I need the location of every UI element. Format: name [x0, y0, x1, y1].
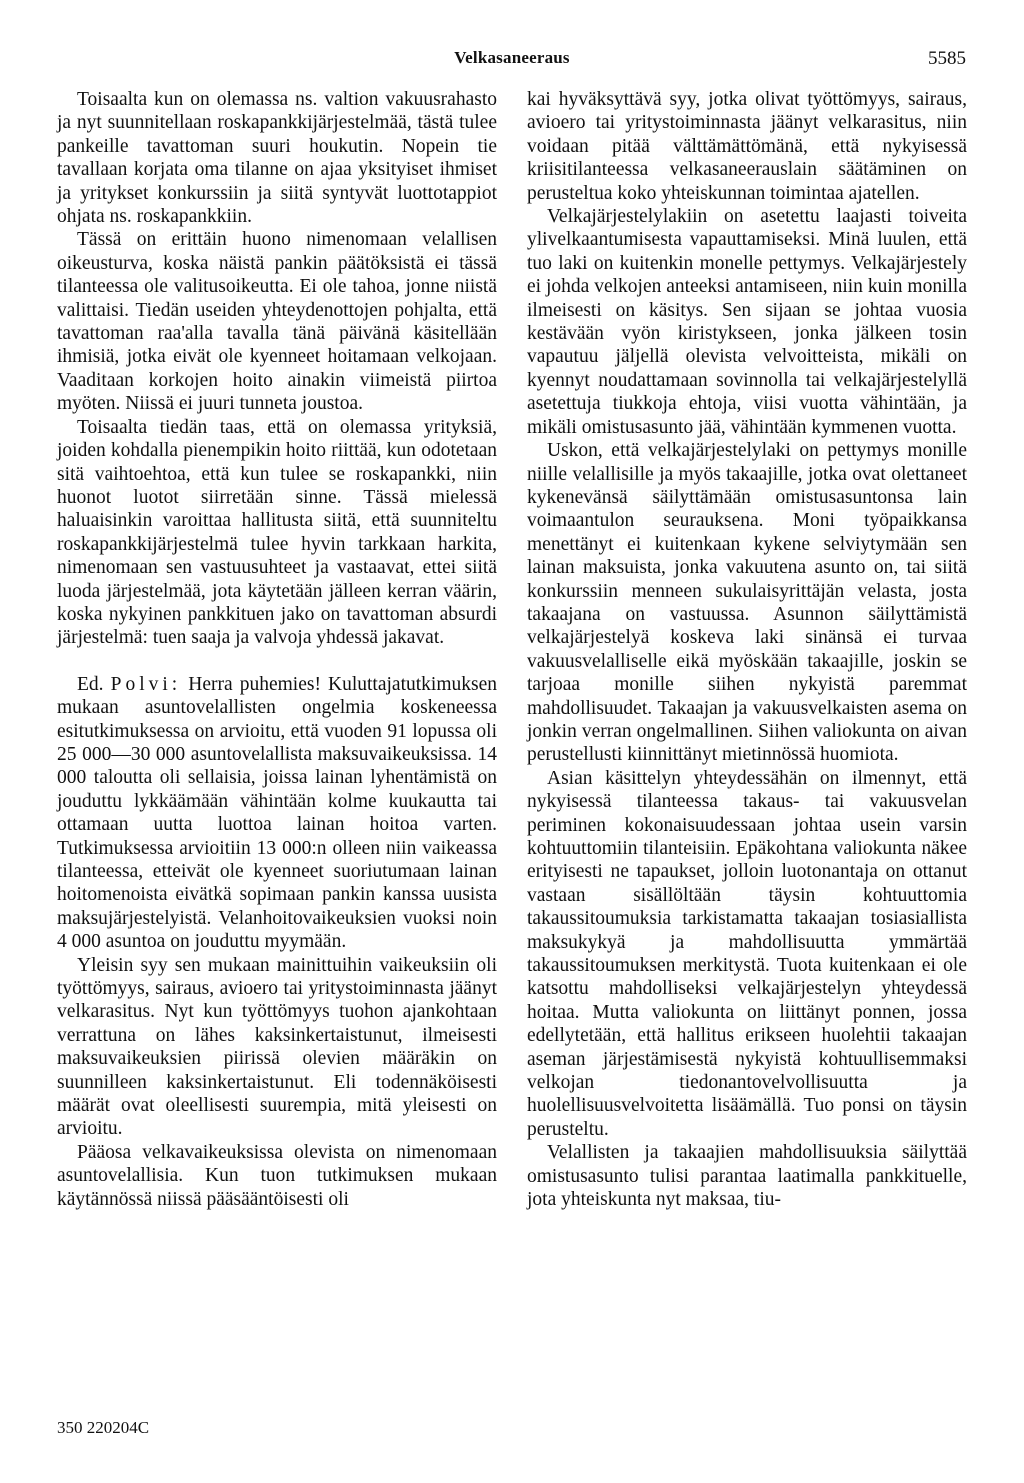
paragraph: Velkajärjestelylakiin on asetettu laajasti toiveita ylivelkaantumisesta vapauttamiseksi. Minä luulen, että tuo laki on kuitenkin monelle pettymys. Velkajärjestely ei johda velkojen anteeksi antamiseen, niin kuin monilla ilmeisesti on käsitys. Sen sijaan se johtaa vuosia kestävään vyön kiristykseen, jonka jälkeen tosin vapautuu jäljellä olevista velvoitteista, mikäli on kyennyt noudattamaan sovinnolla tai velkajärjestelyllä asetettuja tiukkoja ehtoja, viisi vuotta vähintään, ja mikäli omistusasunto jää, vähintään kymmenen vuotta. — [527, 206, 967, 438]
running-title: Velkasaneeraus — [454, 48, 570, 67]
paragraph: Toisaalta kun on olemassa ns. valtion vakuusrahasto ja nyt suunnitellaan roskapankkijärjestelmää, tästä tulee pankeille tavattoman suuri houkutin. Nopein tie tavallaan korjata oma tilanne on ajaa yksityiset ihmiset ja yritykset konkurssiin ja siitä syntyvät luottotappiot ohjata ns. roskapankkiin. — [57, 89, 497, 228]
speech-text: Herra puhemies! Kuluttajatutkimuksen mukaan asuntovelallisten ongelmia koskeneessa esitutkimuksessa on arvioitu, että vuoden 91 lopussa oli 25 000—30 000 asuntovelallista maksuvaikeuksissa. 14 000 taloutta oli sellaisia, joissa lainan lyhentämistä on jouduttu lykkäämään vähintään kolme kuukautta tai ottamaan uutta luottoa lainan hoitoa varten. Tutkimuksessa arvioitiin 13 000:n olleen niin vaikeassa tilanteessa, etteivät ole kyenneet suoriutumaan lainan hoitomenoista eivätkä sopimaan pankin kanssa uusista maksujärjestelyistä. Velanhoitovaikeuksien vuoksi noin 4 000 asuntoa on jouduttu myymään. — [57, 673, 497, 953]
paragraph: kai hyväksyttävä syy, jotka olivat työttömyys, sairaus, avioero tai yritystoiminnasta jäänyt velkarasitus, niin voidaan pitää välttämättömänä, että nykyisessä kriisitilanteessa velkasaneerauslain säätäminen on perusteltua koko yhteiskunnan toimintaa ajatellen. — [527, 89, 967, 204]
paragraph: Toisaalta tiedän taas, että on olemassa yrityksiä, joiden kohdalla pienempikin hoito riittää, kun odotetaan sitä vaihtoehtoa, että kun tulee se roskapankki, niin huonot luotot siirretään sinne. Tässä mielessä haluaisinkin varoittaa hallitusta siitä, että suunniteltu roskapankkijärjestelmä tulee hyvin tarkkaan harkita, nimenomaan sen vastuusuhteet ja vastaavat, ettei siitä luoda järjestelmää, jota käytetään jälleen kerran väärin, koska nykyinen pankkituen jako on tavattoman absurdi järjestelmä: tuen saaja ja valvoja yhdessä jakavat. — [57, 416, 497, 649]
speaker-paragraph — [57, 673, 497, 954]
speaker-prefix: Ed. — [77, 673, 104, 695]
paragraph: Asian käsittelyn yhteydessähän on ilmennyt, että nykyisessä tilanteessa takaus- tai vakuusvelan periminen kokonaisuudessaan johtaa usein varsin kohtuuttomiin tilanteisiin. Epäkohtana valiokunta näkee erityisesti ne tapaukset, jolloin luotonantaja on ottanut vastaan sisällöltään täysin kohtuuttomia takaussitoumuksia tarkistamatta takaajan tosiasiallista maksukykyä ja mahdollisuutta ymmärtää takaussitoumuksen merkitystä. Tuota kuitenkaan ei ole katsottu mahdolliseksi velkajärjestelyn yhteydessä hoitaa. Mutta valiokunta on liittänyt ponnen, jossa edellytetään, että hallitus erikseen huolehtii takaajan aseman järjestämisestä nykyistä kohtuullisemmaksi velkojan tiedonantovelvollisuutta ja huolellisuusvelvoitetta lisäämällä. Tuo ponsi on täysin perusteltu. — [527, 767, 967, 1140]
paragraph: Uskon, että velkajärjestelylaki on pettymys monille niille velallisille ja myös takaajille, jotka ovat olettaneet kykenevänsä säilyttämään omistusasuntonsa lain voimaantulon seurauksena. Moni työpaikkansa menettänyt ei kuitenkaan kykene selviytymään sen lainan maksuista, jonka vakuutena asunto on, tai siitä konkurssiin menneen sukulaisyrittäjän velasta, josta takaajana on vastuussa. Asunnon säilyttämistä velkajärjestelyä koskeva laki sinänsä ei turvaa vakuusvelalliselle eikä myöskään takaajille, joskin se tarjoaa monille siihen nykyistä paremmat mahdollisuudet. Takaajan ja vakuusvelkaisten asema on jonkin verran ongelmallinen. Siihen valiokunta on aivan perustellusti kiinnittänyt mietinnössä huomiota. — [527, 440, 967, 766]
page-number: 5585 — [928, 48, 966, 69]
paragraph: Yleisin syy sen mukaan mainittuihin vaikeuksiin oli työttömyys, sairaus, avioero tai yritystoiminnasta jäänyt velkarasitus. Nyt kun työttömyys tuohon ajankohtaan verrattuna on lähes kaksinkertaistunut, ilmeisesti maksuvaikeuksien piirissä olevien määräkin on suunnilleen kaksinkertaistunut. Eli todennäköisesti määrät ovat oleellisesti suurempia, mitä yleisesti on arvioitu. — [57, 954, 497, 1140]
speaker-name: Polvi: — [110, 673, 182, 695]
right-column — [527, 88, 967, 1212]
paragraph: Velallisten ja takaajien mahdollisuuksia säilyttää omistusasunto tulisi parantaa laatimalla pankkituelle, jota yhteiskunta nyt maksaa, tiu- — [527, 1142, 967, 1211]
left-column — [57, 88, 497, 1211]
paragraph: Tässä on erittäin huono nimenomaan velallisen oikeusturva, koska näistä pankin päätöksistä ei tässä tilanteessa ole valitusoikeutta. Ei ole tahoa, jonne niistä valittaisi. Tiedän useiden yhteydenottojen pohjalta, että tavattoman raa'alla tavalla tänä päivänä käsitellään ihmisiä, jotka eivät ole kyenneet hoitamaan velkojaan. Vaaditaan korkojen hoito ainakin viimeistä piirtoa myöten. Niissä ei juuri tunneta joustoa. — [57, 229, 497, 415]
paragraph: Pääosa velkavaikeuksissa olevista on nimenomaan asuntovelallisia. Kun tuon tutkimuksen mukaan käytännössä niissä pääsääntöisesti oli — [57, 1141, 497, 1210]
paragraph-gap — [57, 650, 497, 673]
running-header — [0, 48, 1024, 72]
print-code: 350 220204C — [57, 1418, 150, 1437]
